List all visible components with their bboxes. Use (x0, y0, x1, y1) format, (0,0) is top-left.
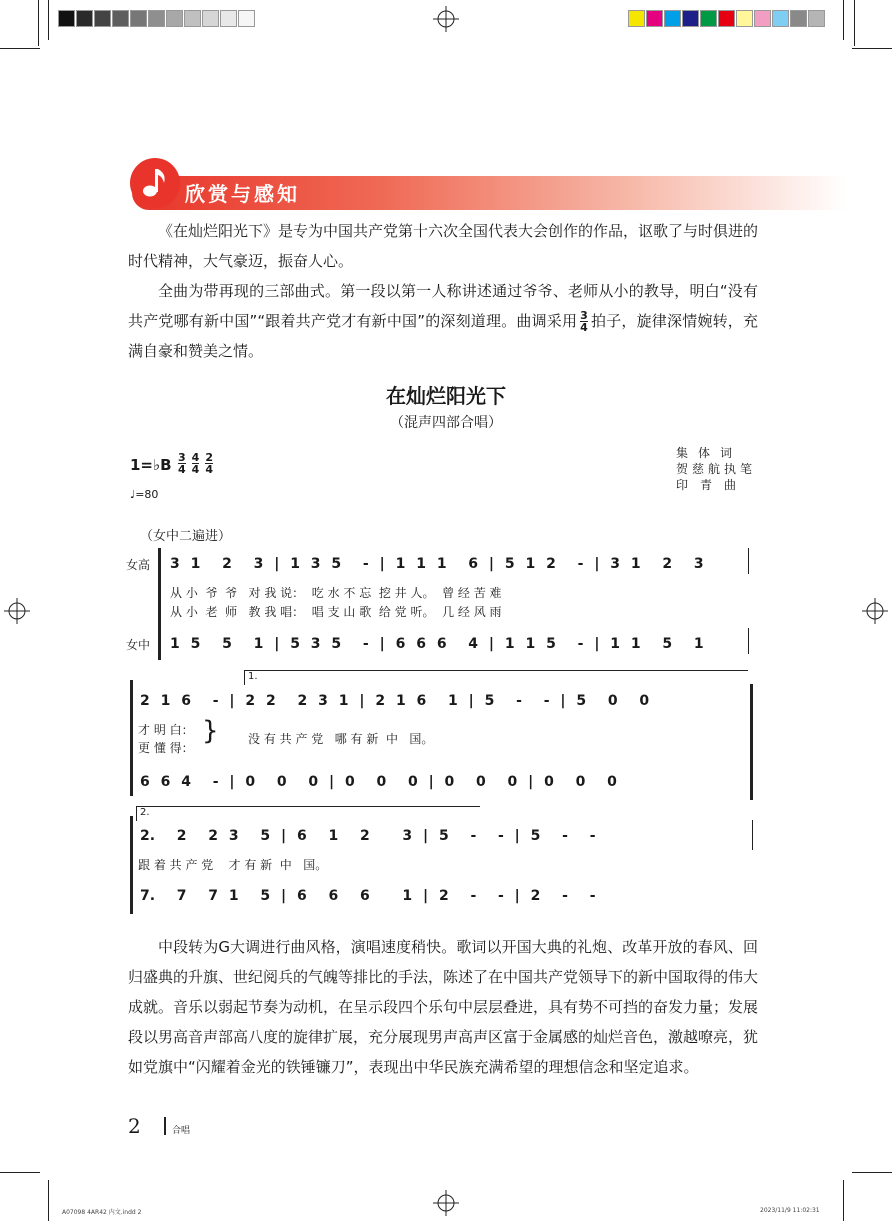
credit-composer: 印青曲 (676, 478, 749, 492)
soprano-line-1: 3 1 2 3 | 1 3 5 - | 1 1 1 6 | 5 1 2 - | 3 1 2 3 (170, 556, 704, 572)
volta-2: 2. (136, 806, 480, 821)
key-signature: 1=♭B (130, 456, 172, 474)
registration-mark-top (433, 6, 459, 32)
part-label-soprano: 女高 (126, 558, 151, 572)
time-signature: $\frac{3}{4}$ (580, 309, 588, 334)
part-label-alto: 女中 (126, 638, 151, 652)
song-title: 在灿烂阳光下 (386, 384, 506, 408)
registration-mark-left (4, 598, 30, 624)
page-number: 2 (128, 1114, 141, 1138)
footer-divider (164, 1117, 166, 1135)
body-paragraph: 中段转为G大调进行曲风格，演唱速度稍快。歌词以开国大典的礼炮、改革开放的春风、回归盛典的升旗、世纪阅兵的气魄等排比的手法，陈述了在中国共产党领导下的新中国取得的伟大成就。音乐以弱起节奏为动机，在呈示段四个乐句中层层叠进，具有势不可挡的奋发力量；发展段以男高音声部高八度的旋律扩展，充分展现男声高声区富于金属感的灿烂音色，激越嘹亮，犹如党旗中“闪耀着金光的铁锤镰刀”，表现出中华民族充满希望的理想信念和坚定追求。 (128, 938, 759, 1076)
intro-paragraph-1: 《在灿烂阳光下》是专为中国共产党第十六次全国代表大会创作的作品，讴歌了与时俱进的时代精神，大气豪迈，振奋人心。 (128, 222, 759, 270)
registration-mark-bottom (433, 1190, 459, 1216)
alto-line-2: 6 6 4 - | 0 0 0 | 0 0 0 | 0 0 0 | 0 0 0 (140, 774, 617, 790)
lyrics-line-3: 跟 着 共 产 党 才 有 新 中 国。 (138, 858, 328, 872)
print-timestamp: 2023/11/9 11:02:31 (760, 1207, 820, 1214)
registration-mark-right (862, 598, 888, 624)
lyrics-line-2b: 更 懂 得： (138, 741, 194, 755)
file-name: A07098 4AR42 内文.indd 2 (62, 1209, 142, 1216)
section-title: 欣赏与感知 (185, 182, 300, 206)
meter-list: 3 4 4 4 2 4 (178, 451, 213, 476)
soprano-line-3: 2. 2 2 3 5 | 6 1 2 3 | 5 - - | 5 - - (140, 828, 596, 844)
lyrics-line-1b: 从 小 老 师 教 我 唱： 唱 支 山 歌 给 党 听。 几 经 风 雨 (170, 605, 502, 619)
tempo-mark: ♩=80 (130, 488, 159, 501)
soprano-line-2: 2 1 6 - | 2 2 2 3 1 | 2 1 6 1 | 5 - - | 5 0 0 (140, 693, 650, 709)
lyrics-line-2a: 才 明 白： (138, 723, 194, 737)
footer-label: 合唱 (172, 1126, 191, 1136)
alto-line-1: 1 5 5 1 | 5 3 5 - | 6 6 6 4 | 1 1 5 - | 1 1 5 1 (170, 636, 704, 652)
alto-line-3: 7. 7 7 1 5 | 6 6 6 1 | 2 - - | 2 - - (140, 888, 596, 904)
lyrics-line-1a: 从 小 爷 爷 对 我 说： 吃 水 不 忘 挖 井 人。 曾 经 苦 难 (170, 586, 502, 600)
music-note-icon (130, 158, 180, 208)
performance-note: （女中二遍进） (140, 529, 232, 544)
intro-paragraph-2: 全曲为带再现的三部曲式。第一段以第一人称讲述通过爷爷、老师从小的教导，明白“没有共产党哪有新中国”“跟着共产党才有新中国”的深刻道理。曲调采用 $\frac{3}{4}$ 拍子，旋律深情婉转，充满自豪和赞美之情。 (128, 282, 758, 360)
credit-writer: 贺慈航执笔 (676, 462, 757, 476)
song-subtitle: （混声四部合唱） (390, 415, 502, 431)
credit-lyrics: 集体词 (676, 446, 743, 460)
lyrics-line-2c: 没 有 共 产 党 哪 有 新 中 国。 (248, 732, 434, 746)
volta-1: 1. (244, 670, 748, 685)
lyric-brace-icon: } (202, 716, 219, 746)
